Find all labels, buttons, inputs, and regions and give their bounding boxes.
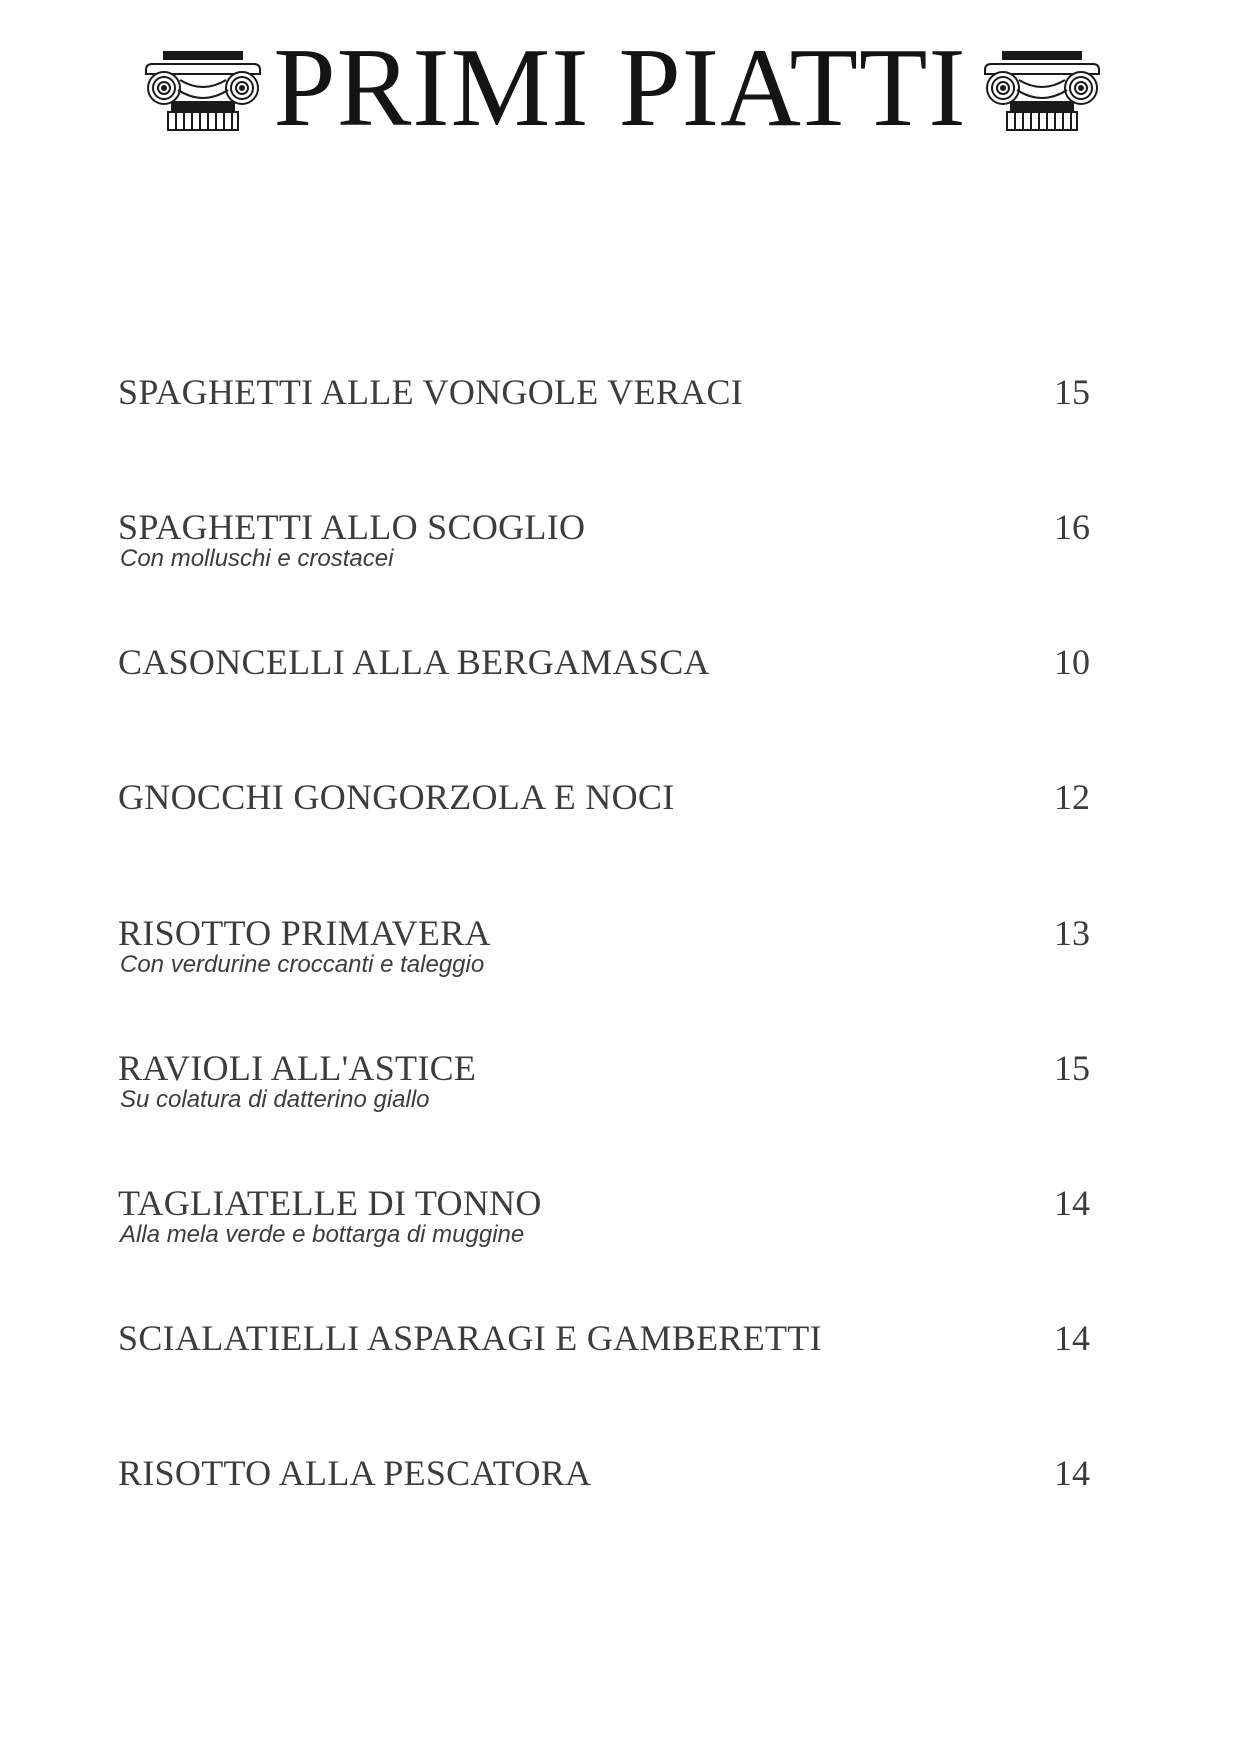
dish-name: GNOCCHI GONGORZOLA E NOCI [118,777,675,817]
menu-item [118,507,1090,587]
dish-name: RISOTTO PRIMAVERA [118,913,491,953]
menu-item [118,642,1090,722]
menu-list [118,0,1090,1755]
dish-description: Su colatura di datterino giallo [120,1086,430,1113]
menu-item [118,1048,1090,1128]
dish-name: SCIALATIELLI ASPARAGI E GAMBERETTI [118,1318,822,1358]
dish-price: 12 [1054,777,1090,817]
menu-item [118,777,1090,857]
dish-price: 15 [1054,372,1090,412]
dish-price: 14 [1054,1318,1090,1358]
dish-name: RISOTTO ALLA PESCATORA [118,1453,592,1493]
dish-description: Con verdurine croccanti e taleggio [120,951,485,978]
dish-description: Con molluschi e crostacei [120,545,394,572]
menu-item [118,913,1090,993]
menu-item [118,372,1090,452]
menu-item [118,1183,1090,1263]
page-title: PRIMI PIATTI [273,26,967,150]
dish-name: SPAGHETTI ALLE VONGOLE VERACI [118,372,744,412]
dish-price: 13 [1054,913,1090,953]
dish-description: Alla mela verde e bottarga di muggine [120,1221,525,1248]
dish-name: CASONCELLI ALLA BERGAMASCA [118,642,710,682]
dish-price: 16 [1054,507,1090,547]
dish-price: 14 [1054,1183,1090,1223]
dish-price: 10 [1054,642,1090,682]
dish-price: 14 [1054,1453,1090,1493]
dish-name: RAVIOLI ALL'ASTICE [118,1048,477,1088]
dish-name: TAGLIATELLE DI TONNO [118,1183,542,1223]
menu-item [118,1318,1090,1398]
dish-price: 15 [1054,1048,1090,1088]
dish-name: SPAGHETTI ALLO SCOGLIO [118,507,586,547]
menu-item [118,1453,1090,1533]
